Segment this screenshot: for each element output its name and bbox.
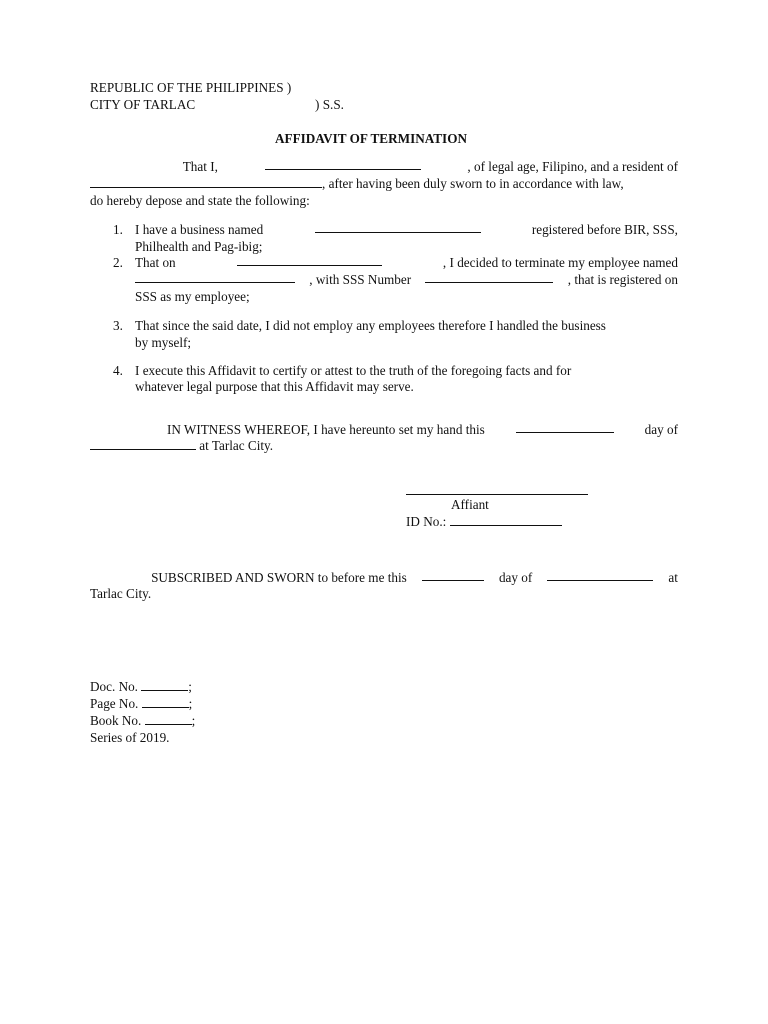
- item-4-number: 4.: [113, 363, 123, 378]
- id-no-line: [406, 513, 562, 530]
- item-2-line-1: [135, 254, 678, 271]
- witness-line-1: [90, 421, 678, 438]
- witness-day-blank[interactable]: [516, 421, 614, 433]
- item-1-number: 1.: [113, 222, 123, 237]
- item-1-text-c: Philhealth and Pag-ibig;: [135, 239, 263, 254]
- intro-line-2: [90, 175, 624, 192]
- doc-no-blank[interactable]: [141, 679, 188, 691]
- city-line: CITY OF TARLAC: [90, 97, 196, 112]
- employee-name-blank[interactable]: [135, 271, 295, 283]
- jurat-text-c: at: [668, 570, 678, 585]
- affiant-signature-line[interactable]: [406, 494, 588, 495]
- item-3-number: 3.: [113, 318, 123, 333]
- item-3-text-a: That since the said date, I did not employ any employees therefore I handled the business: [135, 318, 606, 333]
- intro-that-i: That I,: [182, 159, 218, 174]
- item-2-line-2: [135, 271, 678, 288]
- item-2-text-c: , with SSS Number: [309, 272, 412, 287]
- jurat-month-blank[interactable]: [547, 569, 653, 581]
- item-2-number: 2.: [113, 255, 123, 270]
- book-no-line: Book No. ;: [90, 713, 196, 728]
- name-blank[interactable]: [265, 158, 421, 170]
- witness-line-2: [90, 437, 273, 454]
- jurat-text-b: day of: [498, 570, 533, 585]
- ss-mark: ) S.S.: [315, 97, 344, 112]
- item-2-text-a: That on: [135, 255, 176, 270]
- page-no-label: Page No.: [90, 696, 139, 711]
- republic-line: REPUBLIC OF THE PHILIPPINES ): [90, 80, 292, 95]
- affiant-label: Affiant: [451, 497, 489, 512]
- item-1-text-a: I have a business named: [135, 222, 264, 237]
- page-no-blank[interactable]: [142, 696, 189, 708]
- page-no-line: Page No. ;: [90, 696, 193, 711]
- witness-text-b: day of: [644, 422, 678, 437]
- sss-number-blank[interactable]: [425, 271, 553, 283]
- doc-no-line: Doc. No. ;: [90, 679, 192, 694]
- jurat-text-d: Tarlac City.: [90, 586, 152, 601]
- item-1-text-b: registered before BIR, SSS,: [531, 222, 678, 237]
- intro-depose: do hereby depose and state the following:: [90, 193, 310, 208]
- book-no-label: Book No.: [90, 713, 142, 728]
- intro-after-sworn: , after having been duly sworn to in accordance with law,: [322, 176, 624, 191]
- jurat-line-1: [90, 569, 678, 586]
- id-no-blank[interactable]: [450, 514, 562, 526]
- item-4-text-a: I execute this Affidavit to certify or attest to the truth of the foregoing facts and for: [135, 363, 572, 378]
- witness-text-c: at Tarlac City.: [199, 438, 274, 453]
- doc-no-label: Doc. No.: [90, 679, 138, 694]
- residence-blank[interactable]: [90, 176, 322, 188]
- item-1-line-1: [135, 221, 678, 238]
- item-2-text-e: SSS as my employee;: [135, 289, 250, 304]
- business-name-blank[interactable]: [315, 221, 481, 233]
- item-2-text-b: , I decided to terminate my employee named: [442, 255, 678, 270]
- book-no-blank[interactable]: [145, 713, 192, 725]
- termination-date-blank[interactable]: [237, 254, 382, 266]
- item-3-text-b: by myself;: [135, 335, 192, 350]
- jurat-day-blank[interactable]: [422, 569, 484, 581]
- intro-line-1: [90, 158, 678, 175]
- item-4-text-b: whatever legal purpose that this Affidavit may serve.: [135, 379, 414, 394]
- id-no-label: ID No.:: [406, 514, 447, 529]
- jurat-text-a: SUBSCRIBED AND SWORN to before me this: [151, 570, 407, 585]
- witness-month-blank[interactable]: [90, 438, 196, 450]
- item-2-text-d: , that is registered on: [567, 272, 678, 287]
- document-title: AFFIDAVIT OF TERMINATION: [275, 131, 467, 146]
- series-line: Series of 2019.: [90, 730, 170, 745]
- witness-text-a: IN WITNESS WHEREOF, I have hereunto set my hand this: [166, 422, 485, 437]
- intro-legal-age: , of legal age, Filipino, and a resident of: [467, 159, 678, 174]
